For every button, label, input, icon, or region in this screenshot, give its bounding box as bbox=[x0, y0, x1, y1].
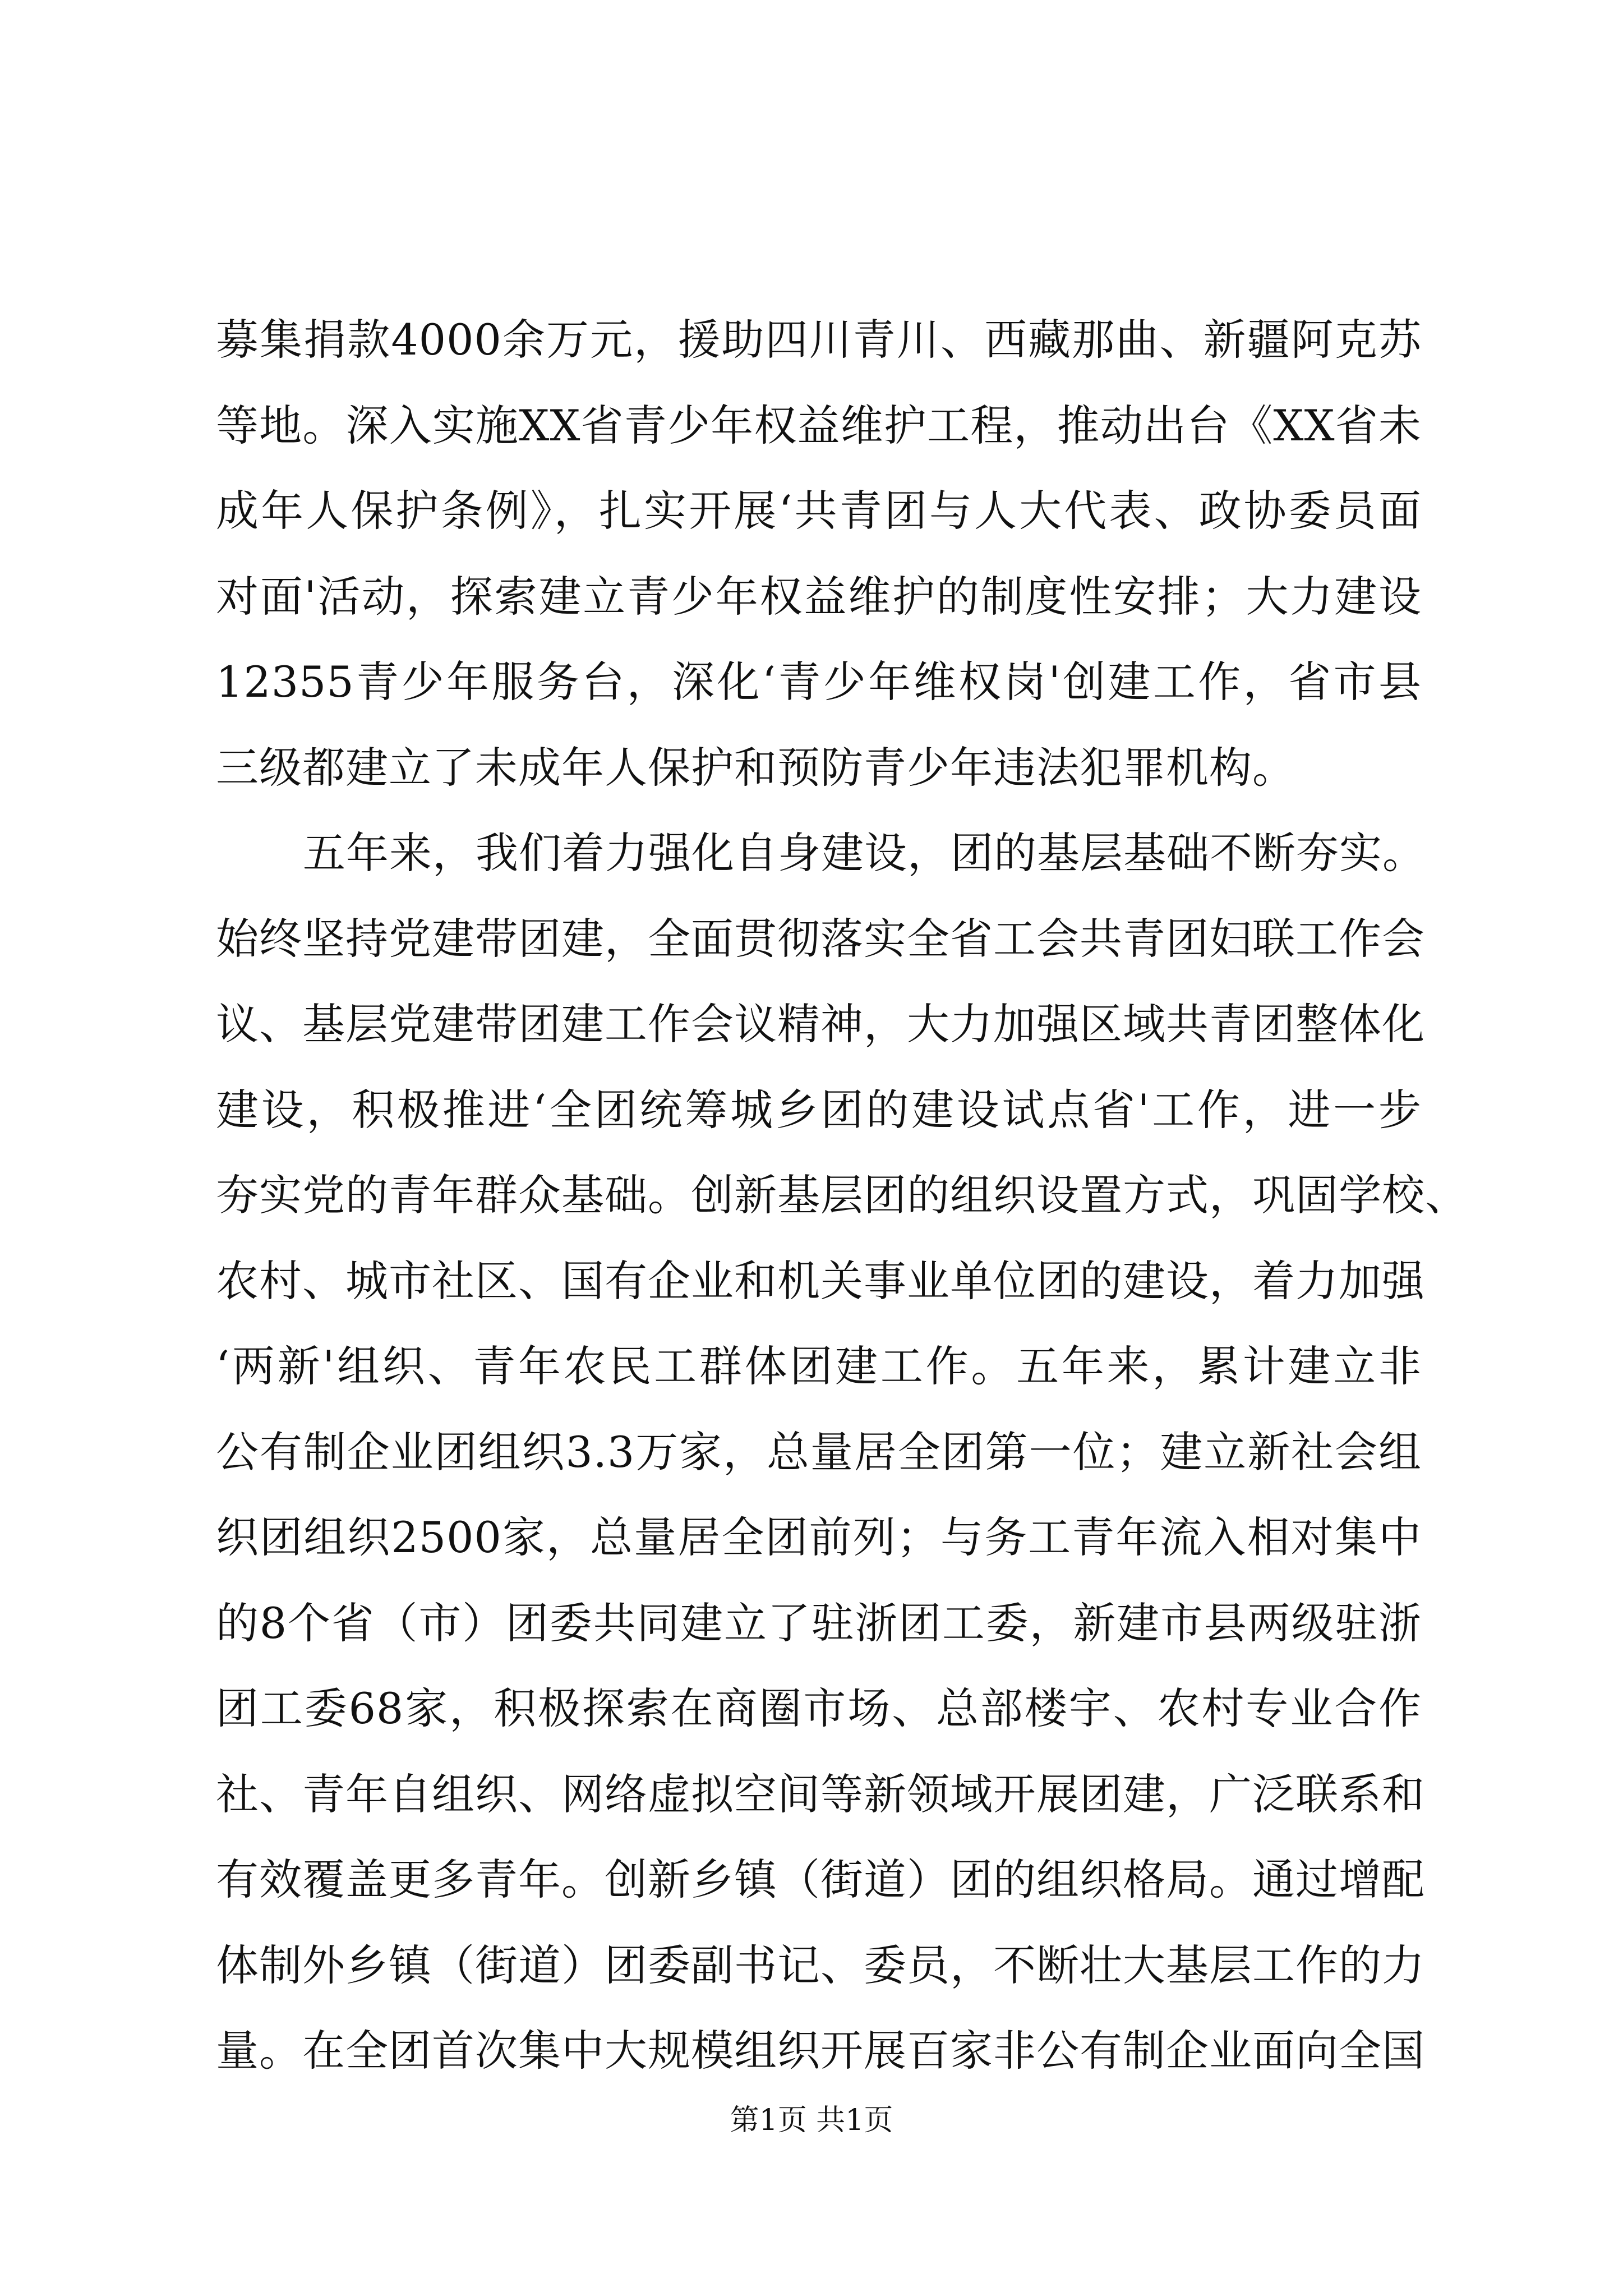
text-line: 三级都建立了未成年人保护和预防青少年违法犯罪机构。 bbox=[216, 742, 1295, 793]
text-line: 成年人保护条例》，扎实开展‘共青团与人大代表、政协委员面 bbox=[216, 486, 1422, 536]
text-line: 五年来，我们着力强化自身建设，团的基层基础不断夯实。 bbox=[303, 828, 1426, 878]
text-line: 织团组织2500家，总量居全团前列；与务工青年流入相对集中 bbox=[216, 1512, 1422, 1562]
text-line: 量。在全团首次集中大规模组织开展百家非公有制企业面向全国 bbox=[216, 2026, 1425, 2076]
text-line: 社、青年自组织、网络虚拟空间等新领域开展团建，广泛联系和 bbox=[216, 1769, 1425, 1819]
text-line: 有效覆盖更多青年。创新乡镇（街道）团的组织格局。通过增配 bbox=[216, 1855, 1425, 1904]
text-line: 的8个省（市）团委共同建立了驻浙团工委，新建市县两级驻浙 bbox=[216, 1598, 1422, 1648]
text-line: 体制外乡镇（街道）团委副书记、委员，不断壮大基层工作的力 bbox=[216, 1940, 1425, 1990]
text-line: 建设，积极推进‘全团统筹城乡团的建设试点省'工作，进一步 bbox=[216, 1084, 1422, 1135]
text-line: 等地。深入实施XX省青少年权益维护工程，推动出台《XX省未 bbox=[216, 400, 1422, 450]
text-line: ‘两新'组织、青年农民工群体团建工作。五年来，累计建立非 bbox=[216, 1341, 1422, 1391]
page-footer bbox=[0, 2101, 1623, 2140]
text-line: 夯实党的青年群众基础。创新基层团的组织设置方式，巩固学校、 bbox=[216, 1170, 1468, 1220]
page-number-label: 第1页 共1页 bbox=[730, 2104, 893, 2137]
text-line: 团工委68家，积极探索在商圈市场、总部楼宇、农村专业合作 bbox=[216, 1683, 1422, 1733]
text-line: 议、基层党建带团建工作会议精神，大力加强区域共青团整体化 bbox=[216, 999, 1425, 1049]
document-body bbox=[216, 297, 1468, 2094]
text-line: 12355青少年服务台，深化‘青少年维权岗'创建工作，省市县 bbox=[216, 657, 1422, 707]
text-line: 对面'活动，探索建立青少年权益维护的制度性安排；大力建设 bbox=[216, 571, 1422, 622]
text-line: 农村、城市社区、国有企业和机关事业单位团的建设，着力加强 bbox=[216, 1255, 1425, 1306]
text-line: 公有制企业团组织3.3万家，总量居全团第一位；建立新社会组 bbox=[216, 1427, 1422, 1477]
text-line: 始终坚持党建带团建，全面贯彻落实全省工会共青团妇联工作会 bbox=[216, 913, 1425, 964]
text-line: 募集捐款4000余万元，援助四川青川、西藏那曲、新疆阿克苏 bbox=[216, 315, 1422, 365]
